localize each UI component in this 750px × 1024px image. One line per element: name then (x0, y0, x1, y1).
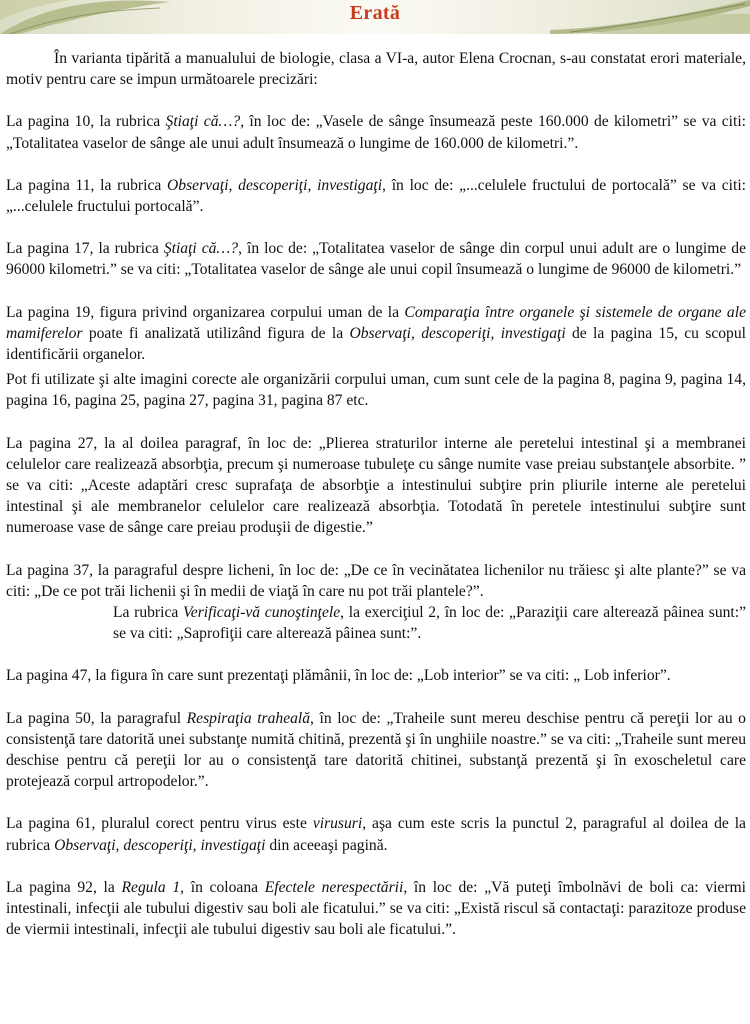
errata-paragraph (6, 813, 746, 855)
italic-reference-text: Regula 1, (121, 878, 185, 896)
italic-reference-text: Verificaţi-vă cunoştinţele (183, 604, 341, 622)
paragraph-text: Pot fi utilizate şi alte imagini corecte ale organizării corpului uman, cum sunt cele de la pagina 8, pagina 9, pagina 14, pagina 16, pagina 25, pagina 27, pagina 31, pagina 87 etc. (6, 371, 746, 410)
paragraph-text: , în loc de: „Totalitatea vaselor de sânge din corpul unui adult are o lungime de 96000 kilometri.” se va citi: „Totalitatea vaselor de sânge ale unui copil însumează o lungime de 96000 de kilometri.” (6, 240, 747, 279)
paragraph-text: La pagina 17, la rubrica (6, 240, 164, 258)
errata-paragraph (6, 111, 746, 153)
paragraph-text: poate fi analizată utilizând figura de la (82, 324, 350, 342)
paragraph-text: , în loc de: „Vasele de sânge însumează peste 160.000 de kilometri” se va citi: „Totalitatea vaselor de sânge ale unui adult însumează o lungime de 160.000 de kilometri.”. (6, 113, 747, 152)
italic-reference-text: Ştiaţi că…? (163, 240, 239, 258)
paragraph-text: La pagina 10, la rubrica (6, 113, 166, 131)
paragraph-text: în coloana (184, 878, 265, 896)
paragraph-text: , aşa cum este scris la punctul 2, paragraful al doilea de la rubrica (6, 815, 746, 854)
errata-paragraph (6, 302, 746, 366)
italic-reference-text: Ştiaţi că…? (165, 113, 241, 131)
italic-reference-text: Observaţi, descoperiţi, investigaţi (54, 836, 266, 854)
errata-paragraph (6, 238, 746, 280)
paragraph-text: din aceeaşi pagină. (265, 836, 388, 854)
errata-paragraph (6, 708, 746, 793)
italic-reference-text: Observaţi, descoperiţi, investigaţi (349, 324, 566, 342)
page-header-banner (0, 0, 750, 34)
paragraph-text: În varianta tipărită a manualului de biologie, clasa a VI-a, autor Elena Crocnan, s-au constatat erori materiale, motiv pentru care se impun următoarele precizări: (6, 50, 746, 89)
italic-reference-text: Comparaţia între organele şi sistemele de organe ale mamiferelor (6, 303, 746, 342)
italic-reference-text: virusuri (312, 815, 363, 833)
errata-paragraph (6, 877, 746, 941)
paragraph-text: La pagina 61, pluralul corect pentru virus este (6, 815, 313, 833)
errata-paragraph (6, 433, 746, 539)
intro-paragraph (6, 48, 746, 90)
errata-paragraph (6, 369, 746, 411)
italic-reference-text: Observaţi, descoperiţi, investigaţi, (167, 176, 386, 194)
paragraph-text: La rubrica (113, 604, 184, 622)
italic-reference-text: Efectele nerespectării (264, 878, 404, 896)
paragraph-text: La pagina 19, figura privind organizarea corpului uman de la (6, 303, 405, 321)
errata-paragraph (113, 602, 746, 644)
paragraph-text: La pagina 92, la (6, 878, 122, 896)
paragraph-text: La pagina 50, la paragraful (6, 709, 187, 727)
errata-paragraph (6, 175, 746, 217)
paragraph-text: La pagina 27, la al doilea paragraf, în loc de: „Plierea straturilor interne ale peretelui intestinal şi a membranei celulelor care realizează absorbţia, precum şi numeroase tubuleţe cu sânge numite vase preiau substanţele absorbite. ” se va citi: „Aceste adaptări cresc suprafaţa de absorbţie a intestinului subţire prin pliurile interne ale peretelui intestinal şi ale membranelor celulelor care realizează absorbţia. Totodată în peretele intestinului subţire sunt numeroase vase de sânge care preiau produşii de digestie.” (6, 434, 746, 537)
errata-paragraph (6, 665, 746, 686)
paragraph-text: , la exerciţiul 2, în loc de: „Paraziţii care alterează pâinea sunt:” se va citi: „Saprofiţii care alterează pâinea sunt:”. (113, 604, 746, 643)
paragraph-text: La pagina 11, la rubrica (6, 176, 168, 194)
paragraph-text: în loc de: „...celulele fructului de portocală” se va citi: „...celulele fructului portocală”. (6, 176, 746, 216)
italic-reference-text: Respiraţia traheală (186, 709, 311, 727)
paragraph-text: La pagina 47, la figura în care sunt prezentaţi plămânii, în loc de: „Lob interior” se va citi: „ Lob inferior”. (6, 667, 671, 685)
paragraph-text: de la pagina 15, cu scopul identificării organelor. (6, 324, 746, 364)
paragraph-text: La pagina 37, la paragraful despre licheni, în loc de: „De ce în vecinătatea lichenilor nu trăiesc şi alte plante?” se va citi: „De ce pot trăi lichenii şi în medii de viaţă în care nu pot trăi plantele?”. (6, 561, 746, 600)
errata-paragraph (6, 560, 746, 602)
paragraph-text: , în loc de: „Vă puteţi îmbolnăvi de boli ca: viermi intestinali, infecţii ale tubului digestiv sau boli ale ficatului.” se va citi: „Există riscul să contactaţi: parazitoze produse de viermii intestinali, infecţii ale tubului digestiv sau boli ale ficatului.”. (6, 878, 747, 939)
page-title: Erată (349, 2, 401, 24)
paragraph-text: , în loc de: „Traheile sunt mereu deschise pentru că pereţii lor au o consistenţă tare datorită unei substanţe numită chitină, prezentă şi în unghiile noastre.” se va citi: „Traheile sunt mereu deschise pentru că pereţii lor au o consistenţă tare datorită chitinei, substanţă prezentă şi în exoscheletul care protejează corpul artropodelor.”. (6, 709, 746, 791)
errata-content (6, 48, 746, 941)
